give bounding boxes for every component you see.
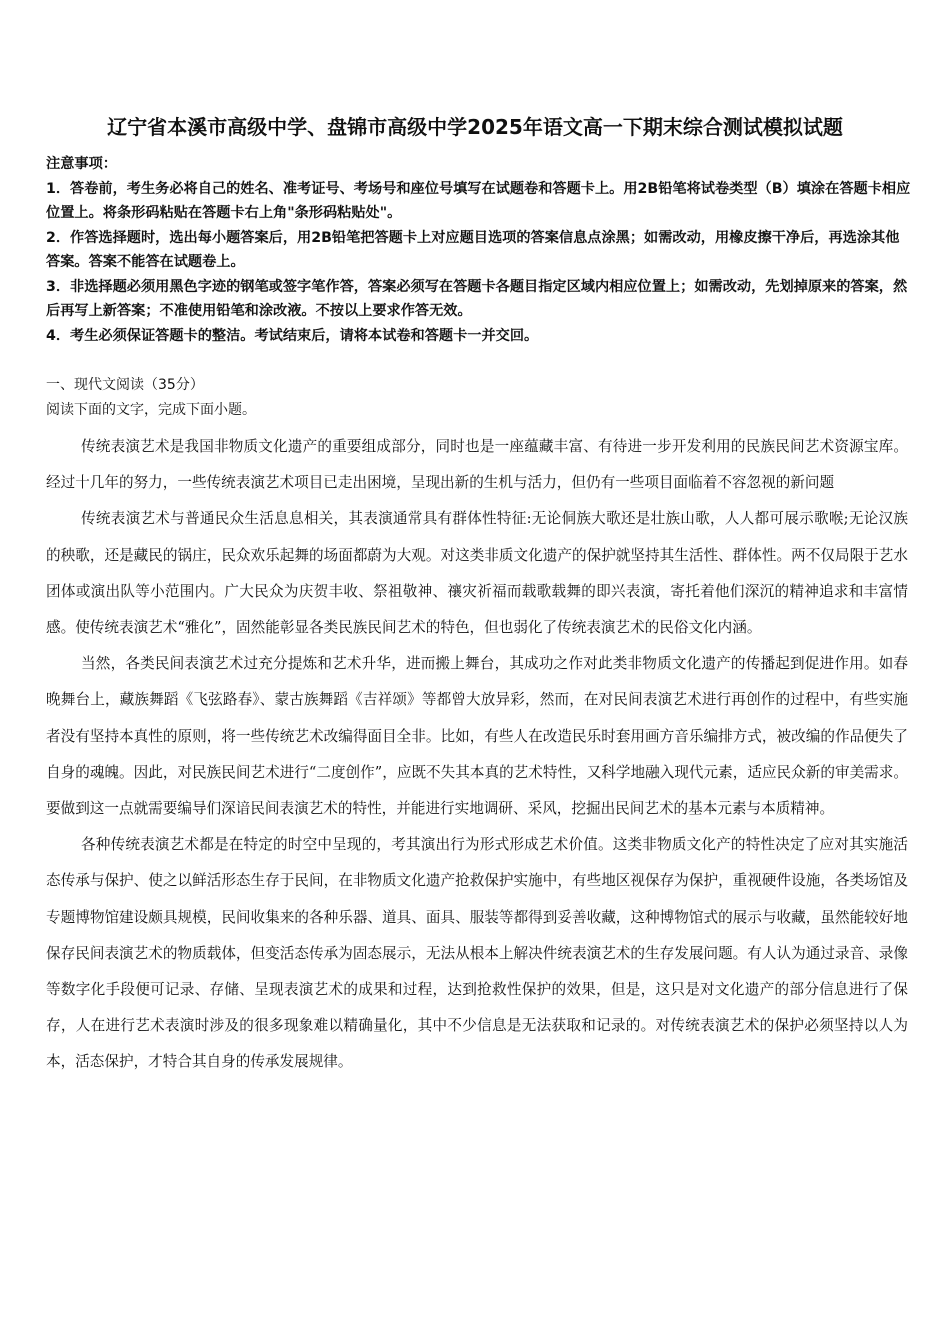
notice-item: 4．考生必须保证答题卡的整洁。考试结束后，请将本试卷和答题卡一并交回。 <box>46 327 539 344</box>
section-instruction: 阅读下面的文字，完成下面小题。 <box>46 402 256 418</box>
notice-item: 1．答卷前，考生务必将自己的姓名、准考证号、考场号和座位号填写在试题卷和答题卡上。用2B铅笔将试卷类型（B）填涂在答题卡相应位置上。将条形码粘贴在答题卡右上角"条形码粘贴处"。 <box>46 180 911 221</box>
passage-paragraph: 当然，各类民间表演艺术过充分提炼和艺术升华，进而搬上舞台，其成功之作对此类非物质文化遗产的传播起到促进作用。如春晚舞台上，藏族舞蹈《飞弦路春》、蒙古族舞蹈《吉祥颂》等都曾大放异彩，然而，在对民间表演艺术进行再创作的过程中，有些实施者没有坚持本真性的原则，将一些传统艺术改编得面目全非。比如，有些人在改造民乐时套用画方音乐编排方式，被改编的作品便失了自身的魂魄。因此，对民族民间艺术进行“二度创作”，应既不失其本真的艺术特性，又科学地融入现代元素，适应民众新的审美需求。要做到这一点就需要编导们深谙民间表演艺术的特性，并能进行实地调研、采风，挖掘出民间艺术的基本元素与本质精神。 <box>46 655 908 818</box>
passage-paragraph: 传统表演艺术是我国非物质文化遗产的重要组成部分，同时也是一座蕴藏丰富、有待进一步开发利用的民族民间艺术资源宝库。经过十几年的努力，一些传统表演艺术项目已走出困境，呈现出新的生机与活力，但仍有一些项目面临着不容忽视的新问题 <box>46 438 908 492</box>
exam-title: 辽宁省本溪市高级中学、盘锦市高级中学2025年语文高一下期末综合测试模拟试题 <box>107 115 843 139</box>
passage-paragraph: 各种传统表演艺术都是在特定的时空中呈现的，考其演出行为形式形成艺术价值。这类非物质文化产的特性决定了应对其实施活态传承与保护、使之以鲜活形态生存于民间，在非物质文化遗产抢救保护实施中，有些地区视保存为保护，重视硬件设施，各类场馆及专题博物馆建设颇具规模，民间收集来的各种乐器、道具、面具、服装等都得到妥善收藏，这种博物馆式的展示与收藏，虽然能较好地保存民间表演艺术的物质载体，但变活态传承为固态展示，无法从根本上解决件统表演艺术的生存发展问题。有人认为通过录音、录像等数字化手段便可记录、存储、呈现表演艺术的成果和过程，达到抢救性保护的效果，但是，这只是对文化遗产的部分信息进行了保存，人在进行艺术表演时涉及的很多现象难以精确量化，其中不少信息是无法获取和记录的。对传统表演艺术的保护必须坚持以人为本，活态保护，才特合其自身的传承发展规律。 <box>46 836 908 1071</box>
notice-heading: 注意事项： <box>46 156 117 172</box>
reading-passage <box>46 429 908 1081</box>
notice-block <box>46 152 912 348</box>
section-heading: 一、现代文阅读（35分） <box>46 377 204 393</box>
passage-paragraph: 传统表演艺术与普通民众生活息息相关，其表演通常具有群体性特征:无论侗族大歌还是壮族山歌，人人都可展示歌喉;无论汉族的秧歌，还是藏民的锅庄，民众欢乐起舞的场面都蔚为大观。对这类非质文化遗产的保护就坚持其生活性、群体性。两不仅局限于艺水团体或演出队等小范围内。广大民众为庆贺丰收、祭祖敬神、禳灾祈福而载歌载舞的即兴表演，寄托着他们深沉的精神追求和丰富情感。使传统表演艺术“雅化”，固然能彰显各类民族民间艺术的特色，但也弱化了传统表演艺术的民俗文化内涵。 <box>46 510 908 637</box>
notice-item: 2．作答选择题时，选出每小题答案后，用2B铅笔把答题卡上对应题目选项的答案信息点涂黑；如需改动，用橡皮擦干净后，再选涂其他答案。答案不能答在试题卷上。 <box>46 229 900 270</box>
notice-item: 3．非选择题必须用黑色字迹的钢笔或签字笔作答，答案必须写在答题卡各题目指定区域内相应位置上；如需改动，先划掉原来的答案，然后再写上新答案；不准使用铅笔和涂改液。不按以上要求作答无效。 <box>46 278 908 319</box>
